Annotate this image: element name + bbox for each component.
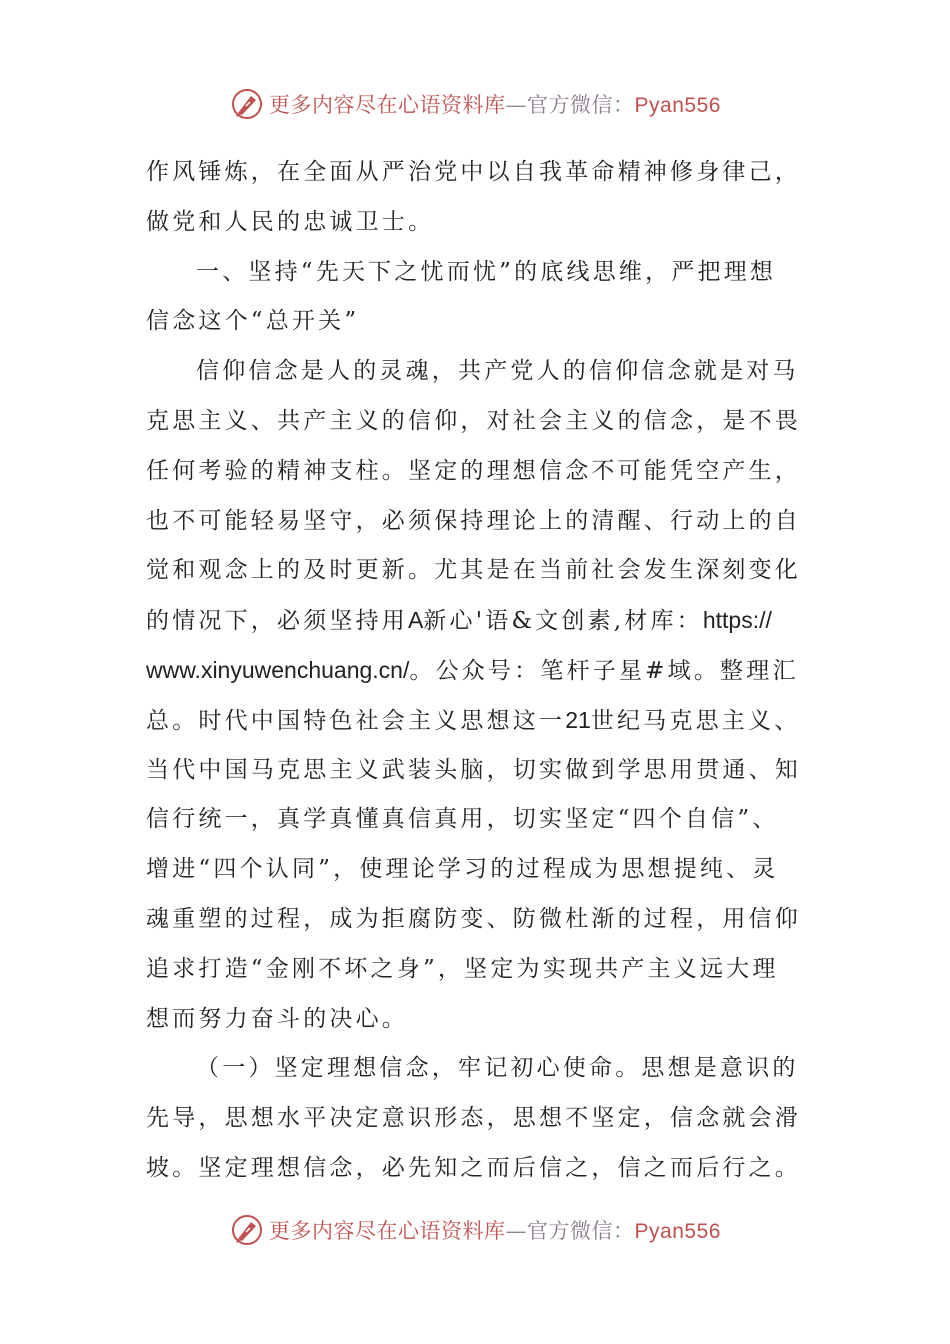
pen-nib-circle-icon [229, 1212, 265, 1248]
paragraph-start: 信仰信念是人的灵魂，共产党人的信仰信念就是对马 [196, 358, 799, 385]
text-line: 魂重塑的过程，成为拒腐防变、防微杜渐的过程，用信仰 [146, 905, 801, 932]
text-line: 想而努力奋斗的决心。 [146, 1005, 408, 1032]
text-segment-latin: 21 [565, 706, 591, 733]
url-fragment: www.xinyuwenchuang.cn/ [146, 656, 410, 683]
header-watermark-banner [0, 84, 950, 124]
text-segment: 世纪马克思主义、 [590, 707, 801, 734]
text-line: 克思主义、共产主义的信仰，对社会主义的信念，是不畏 [146, 407, 801, 434]
text-segment: 。公众号：笔杆子星#域。整理汇 [409, 657, 799, 684]
text-segment: 新心'语&文创素,材库： [423, 608, 703, 635]
paragraph-start: （一）坚定理想信念，牢记初心使命。思想是意识的 [196, 1055, 799, 1082]
brand-text: 更多内容尽在心语资料库 [269, 93, 506, 117]
text-line: 当代中国马克思主义武装头脑，切实做到学思用贯通、知 [146, 756, 801, 783]
text-line: 增进“四个认同”，使理论学习的过程成为思想提纯、灵 [146, 856, 779, 883]
document-body [146, 148, 806, 1194]
footer-watermark-banner [0, 1210, 950, 1250]
wechat-id: Pyan556 [634, 94, 721, 117]
banner-dash: — [505, 1219, 528, 1243]
banner-text [269, 1215, 721, 1245]
wechat-label: 官方微信： [527, 93, 635, 117]
wechat-label: 官方微信： [527, 1219, 635, 1243]
text-line: 也不可能轻易坚守，必须保持理论上的清醒、行动上的自 [146, 507, 801, 534]
text-line [146, 696, 806, 746]
pen-nib-circle-icon [229, 86, 265, 122]
text-line: 作风锤炼，在全面从严治党中以自我革命精神修身律己， [146, 159, 801, 185]
banner-text [269, 89, 721, 119]
text-segment: 的情况下，必须坚持用 [146, 608, 408, 635]
section-heading: 一、坚持“先天下之忧而忧”的底线思维，严把理想 [196, 258, 777, 285]
text-line: 觉和观念上的及时更新。尤其是在当前社会发生深刻变化 [146, 557, 801, 584]
wechat-id: Pyan556 [634, 1220, 721, 1243]
text-line: 追求打造“金刚不坏之身”，坚定为实现共产主义远大理 [146, 955, 779, 982]
section-heading-cont: 信念这个“总开关” [146, 308, 360, 335]
url-fragment: https:// [702, 607, 772, 634]
brand-text: 更多内容尽在心语资料库 [269, 1219, 506, 1243]
text-line: 信行统一，真学真懂真信真用，切实坚定“四个自信”、 [146, 806, 779, 833]
text-segment-latin: A [408, 607, 424, 634]
text-line: 任何考验的精神支柱。坚定的理想信念不可能凭空产生， [146, 457, 801, 484]
text-line [146, 596, 806, 646]
text-line: 先导，思想水平决定意识形态，思想不坚定，信念就会滑 [146, 1105, 801, 1132]
text-line: 做党和人民的忠诚卫士。 [146, 208, 435, 235]
text-line: 坡。坚定理想信念，必先知之而后信之，信之而后行之。 [146, 1154, 801, 1181]
banner-dash: — [505, 93, 528, 117]
text-line [146, 646, 806, 696]
text-segment: 总。时代中国特色社会主义思想这一 [146, 707, 566, 734]
